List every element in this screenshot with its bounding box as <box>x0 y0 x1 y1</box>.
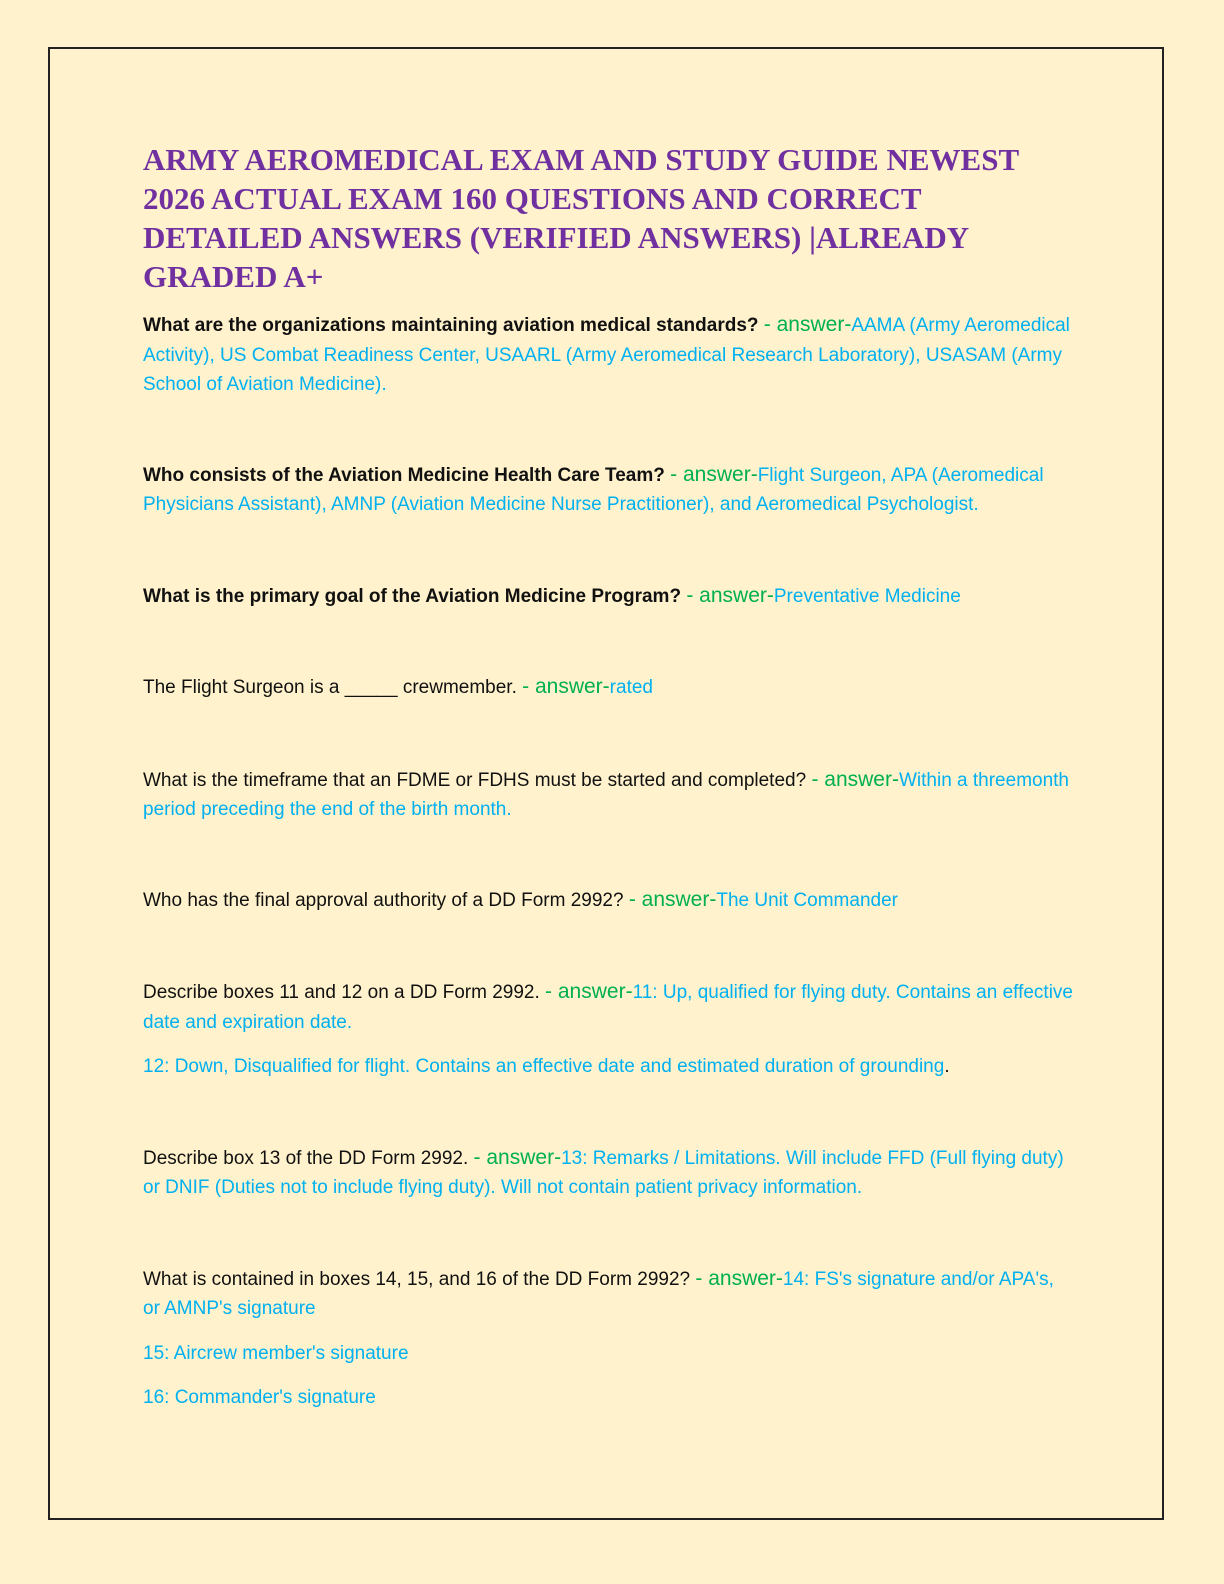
answer-separator: - answer- <box>670 462 758 486</box>
answer-text: Flight Surgeon, APA (Aeromedical Physicians Assistant), AMNP (Aviation Medicine Nurse Practitioner), and Aeromedical Psychologist. <box>143 464 1044 515</box>
answer-separator: - answer- <box>628 887 717 911</box>
question-text: What is contained in boxes 14, 15, and 16 of the DD Form 2992? <box>143 1268 696 1290</box>
qa-item <box>143 460 1073 520</box>
answer-separator: - answer- <box>811 767 899 791</box>
answer-line: 16: Commander's signature <box>143 1387 376 1408</box>
answer-text: The Unit Commander <box>716 889 898 911</box>
question-text: What are the organizations maintaining aviation medical standards? <box>143 315 764 336</box>
qa-item <box>143 581 1073 612</box>
qa-item <box>143 672 1073 703</box>
answer-continuation <box>143 1052 1073 1082</box>
answer-text: rated <box>609 677 653 698</box>
answer-separator: - answer- <box>545 980 633 1003</box>
question-text: The Flight Surgeon is a _____ crewmember. <box>143 677 523 698</box>
answer-continuation <box>143 1383 1073 1413</box>
answer-continuation <box>143 1339 1073 1369</box>
answer-text: 14: FS's signature and/or APA's, or AMNP's signature <box>143 1268 1054 1319</box>
answer-text: 13: Remarks / Limitations. Will include FFD (Full flying duty) or DNIF (Duties not to include flying duty). Will not contain patient privacy information. <box>143 1147 1064 1198</box>
answer-text: AAMA (Army Aeromedical Activity), US Combat Readiness Center, USAARL (Army Aeromedical Research Laboratory), USASAM (Army School of Aviation Medicine). <box>143 315 1070 395</box>
answer-text: Within a threemonth period preceding the end of the birth month. <box>143 769 1069 820</box>
qa-item <box>143 1264 1073 1324</box>
qa-item <box>143 977 1073 1037</box>
answer-text: 11: Up, qualified for flying duty. Contains an effective date and expiration date. <box>143 982 1074 1033</box>
answer-separator: - answer- <box>763 313 852 336</box>
answer-separator: - answer- <box>695 1266 783 1290</box>
qa-item <box>143 885 1073 916</box>
answer-separator: - answer- <box>686 583 774 607</box>
document-body <box>143 140 1073 1413</box>
qa-item <box>143 1143 1073 1203</box>
qa-item <box>143 765 1073 825</box>
question-text: Who consists of the Aviation Medicine Health Care Team? <box>143 464 671 486</box>
trailing-period: . <box>944 1056 950 1077</box>
question-text: What is the primary goal of the Aviation Medicine Program? <box>143 585 687 607</box>
answer-line: 12: Down, Disqualified for flight. Contains an effective date and estimated duration of grounding <box>143 1056 945 1077</box>
answer-separator: - answer- <box>473 1145 562 1169</box>
question-text: Describe box 13 of the DD Form 2992. <box>143 1147 474 1169</box>
qa-item <box>143 310 1073 400</box>
question-text: What is the timeframe that an FDME or FDHS must be started and completed? <box>143 769 812 791</box>
answer-text: Preventative Medicine <box>773 585 961 607</box>
answer-separator: - answer- <box>522 675 610 698</box>
answer-line: 15: Aircrew member's signature <box>143 1342 409 1364</box>
question-text: Who has the final approval authority of a DD Form 2992? <box>143 889 629 911</box>
question-text: Describe boxes 11 and 12 on a DD Form 2992. <box>143 982 546 1003</box>
document-title: ARMY AEROMEDICAL EXAM AND STUDY GUIDE NEWEST 2026 ACTUAL EXAM 160 QUESTIONS AND CORRECT DETAILED ANSWERS (VERIFIED ANSWERS) |ALREADY GRADED A+ <box>143 142 1019 294</box>
